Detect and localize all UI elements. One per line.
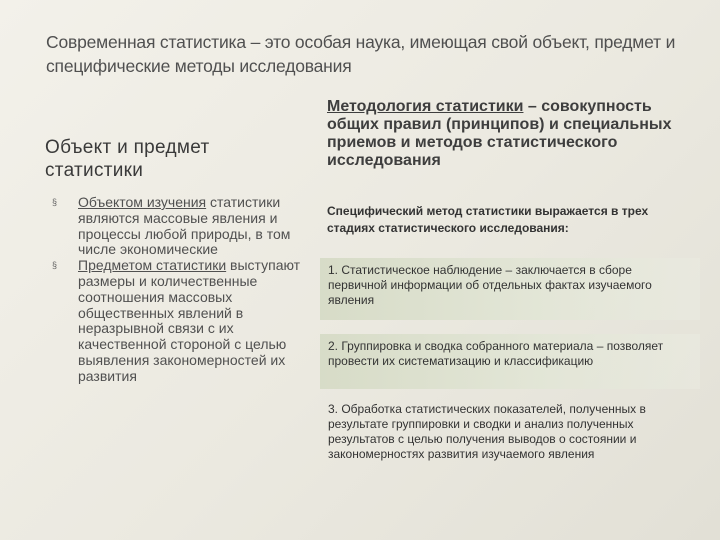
slide-title: Современная статистика – это особая наука, имеющая свой объект, предмет и специфические методы исследования xyxy=(46,32,676,76)
bullet-list xyxy=(52,195,302,385)
stage-3: 3. Обработка статистических показателей, полученных в результате группировки и сводки и анализ полученных результатов с целью получения выводов о состоянии и закономерностях развития изучаемого явления xyxy=(328,402,646,461)
specific-method-text: Специфический метод статистики выражается в трех стадиях статистического исследования: xyxy=(327,204,649,235)
bullet-marker-icon xyxy=(52,198,60,206)
bullet-text: статистики являются массовые явления и процессы любой природы, в том числе экономические xyxy=(78,194,291,258)
bullet-text: выступают размеры и количественные соотношения массовых общественных явлений в неразрывной связи с их качественной стороной с целью выявления закономерностей их развития xyxy=(78,257,301,384)
stage-2: 2. Группировка и сводка собранного материала – позволяет провести их систематизацию и классификацию xyxy=(320,334,700,389)
methodology-heading xyxy=(327,98,687,170)
bullet-marker-icon xyxy=(52,261,60,269)
methodology-lead: Методология статистики xyxy=(327,98,524,115)
left-heading: Объект и предмет статистики xyxy=(45,137,210,181)
methodology-rest: – совокупность общих правил (принципов) и специальных приемов и методов статистического исследования xyxy=(327,98,672,169)
bullet-item-object xyxy=(52,195,302,258)
bullet-lead: Объектом изучения xyxy=(78,194,207,210)
bullet-lead: Предметом статистики xyxy=(78,257,227,274)
bullet-item-subject xyxy=(52,258,302,384)
stage-1: 1. Статистическое наблюдение – заключается в сборе первичной информации об отдельных фактах изучаемого явления xyxy=(320,258,700,320)
